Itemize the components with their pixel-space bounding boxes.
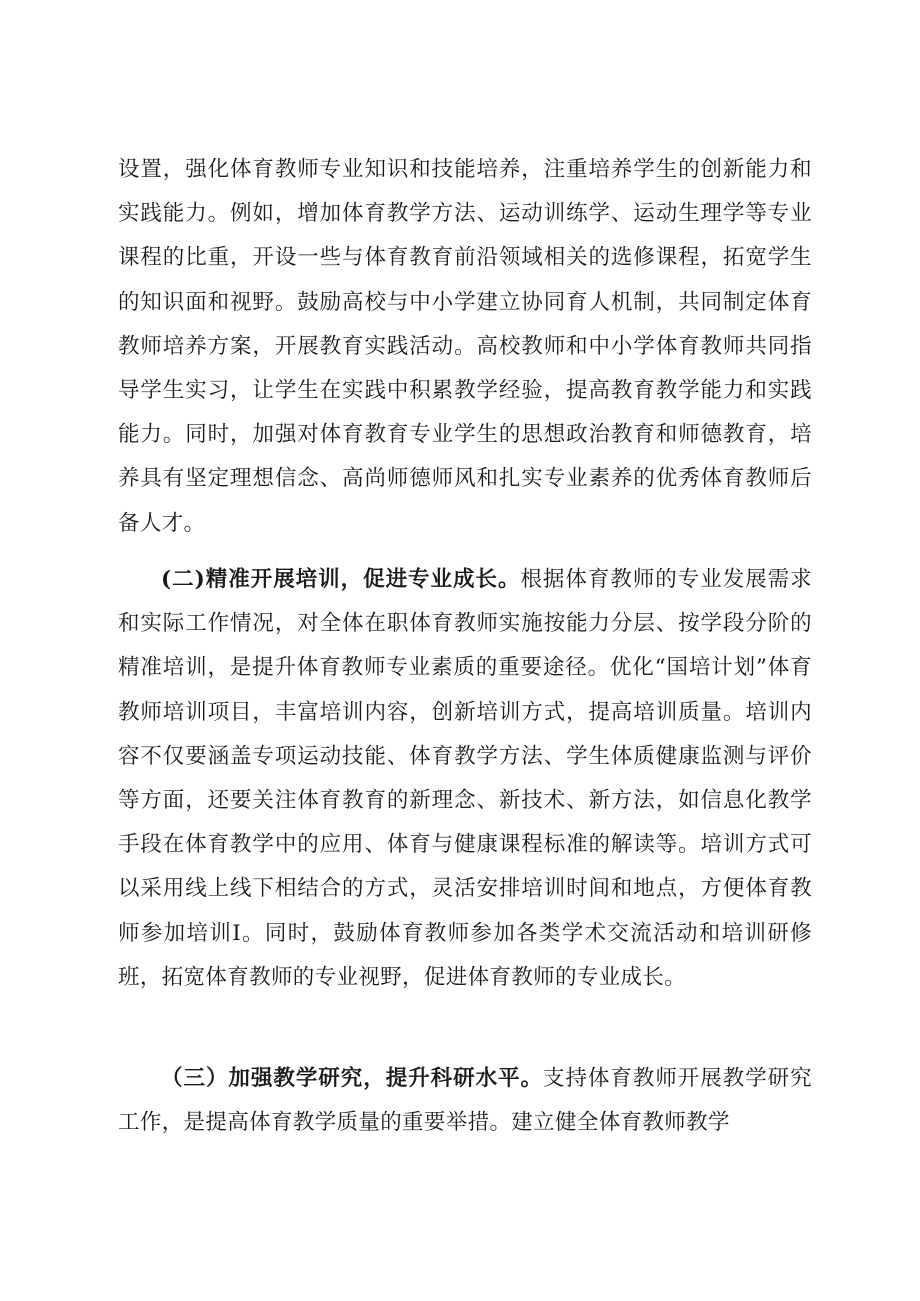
- paragraph-1: [118, 148, 812, 546]
- paragraph-1-body: 设置，强化体育教师专业知识和技能培养，注重培养学生的创新能力和实践能力。例如，增加体育教学方法、运动训练学、运动生理学等专业课程的比重，开设一些与体育教育前沿领域相关的选修课程，拓宽学生的知识面和视野。鼓励高校与中小学建立协同育人机制，共同制定体育教师培养方案，开展教育实践活动。高校教师和中小学体育教师共同指导学生实习，让学生在实践中积累教学经验，提高教育教学能力和实践能力。同时，加强对体育教育专业学生的思想政治教育和师德教育，培养具有坚定理想信念、高尚师德师风和扎实专业素养的优秀体育教师后备人才。: [118, 157, 812, 536]
- paragraph-2-lead: (二)精准开展培训，促进专业成长。: [161, 567, 521, 592]
- paragraph-2: [118, 558, 812, 1000]
- paragraph-3-body: 支持体育教师开展教学研究工作，是提高体育教学质量的重要举措。建立健全体育教师教学: [118, 1066, 812, 1136]
- paragraph-3-block: [118, 1057, 812, 1145]
- paragraph-3-lead: （三）加强教学研究，提升科研水平。: [161, 1066, 543, 1091]
- paragraph-1-block: [118, 148, 812, 546]
- paragraph-2-block: [118, 558, 812, 1000]
- paragraph-3: [118, 1057, 812, 1145]
- paragraph-2-body: 根据体育教师的专业发展需求和实际工作情况，对全体在职体育教师实施按能力分层、按学段分阶的精准培训，是提升体育教师专业素质的重要途径。优化“国培计划”体育教师培训项目，丰富培训内容，创新培训方式，提高培训质量。培训内容不仅要涵盖专项运动技能、体育教学方法、学生体质健康监测与评价等方面，还要关注体育教育的新理念、新技术、新方法，如信息化教学手段在体育教学中的应用、体育与健康课程标准的解读等。培训方式可以采用线上线下相结合的方式，灵活安排培训时间和地点，方便体育教师参加培训I。同时，鼓励体育教师参加各类学术交流活动和培训研修班，拓宽体育教师的专业视野，促进体育教师的专业成长。: [118, 567, 812, 990]
